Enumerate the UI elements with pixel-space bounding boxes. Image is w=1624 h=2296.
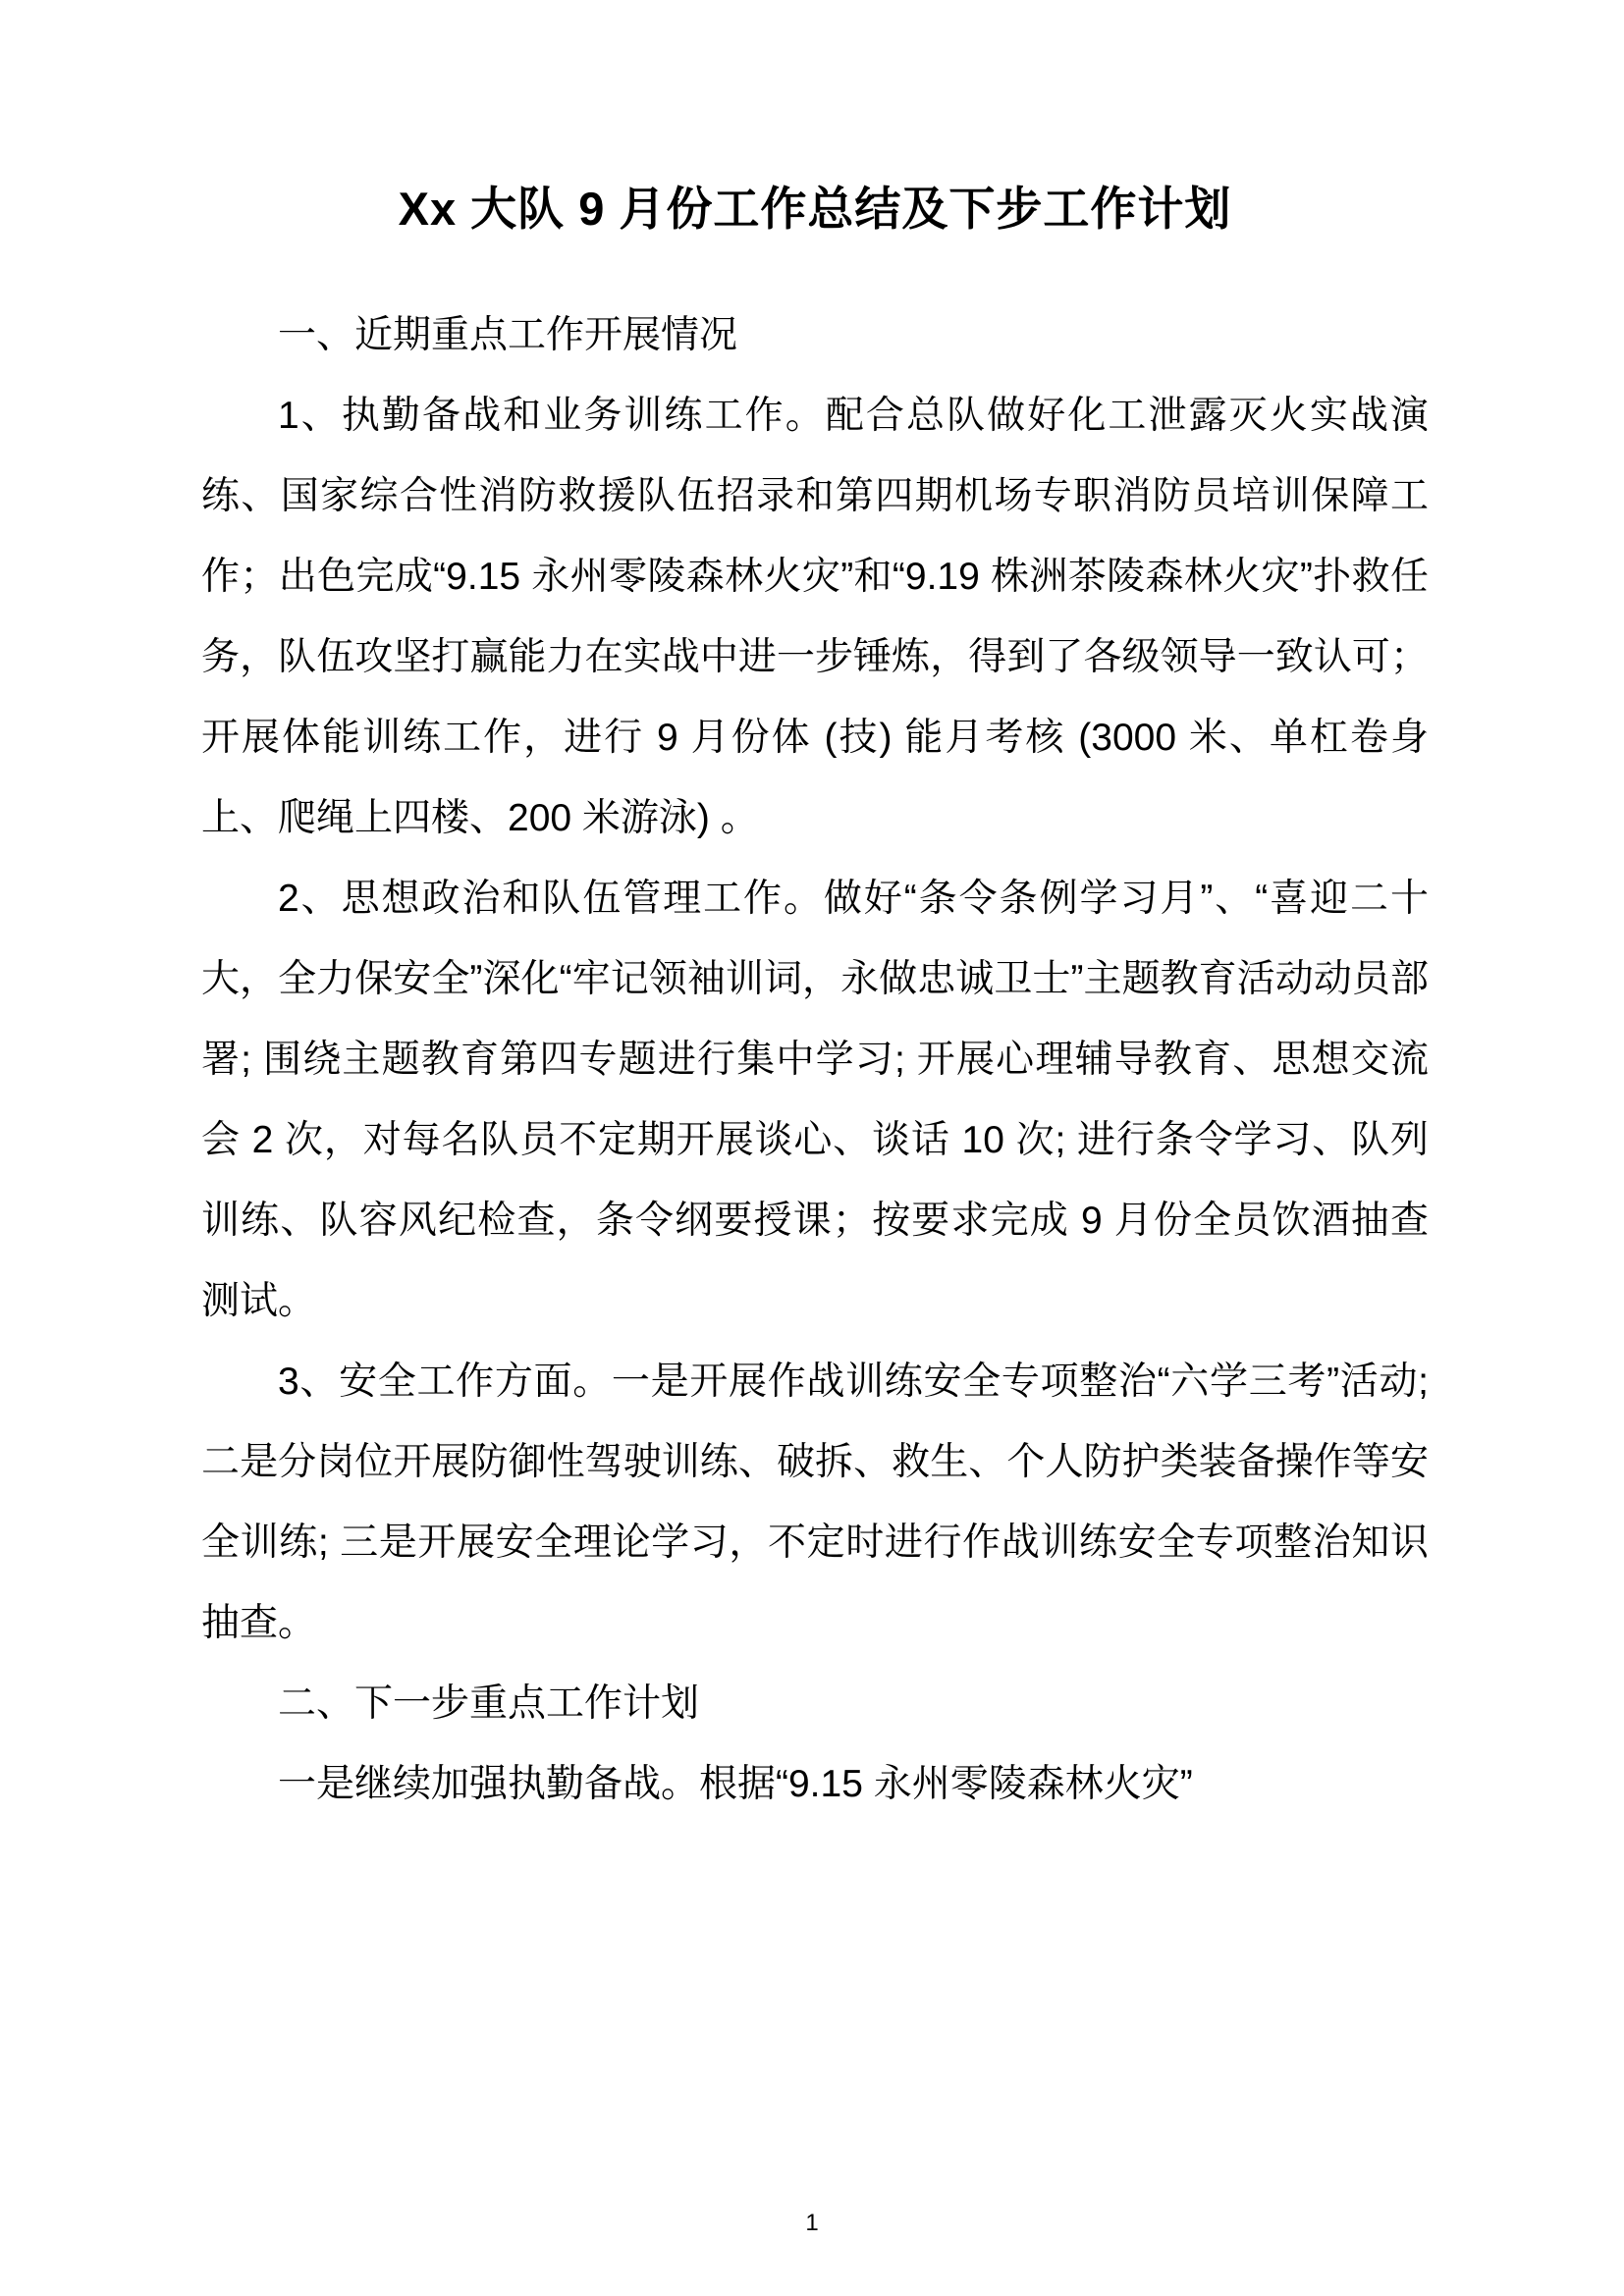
section-heading-two: 二、下一步重点工作计划 [278,1682,700,1726]
section-heading-one: 一、近期重点工作开展情况 [278,314,738,357]
paragraph-next-step-plan: 一是继续加强执勤备战。根据“9.15 永州零陵森林火灾” [278,1763,1193,1806]
paragraph-duty-training: 1、执勤备战和业务训练工作。配合总队做好化工泄露灭火实战演练、国家综合性消防救援队伍招录和第四期机场专职消防员培训保障工作；出色完成“9.15 永州零陵森林火灾”和“9.19 株洲茶陵森林火灾”扑救任务，队伍攻坚打赢能力在实战中进一步锤炼，得到了各级领导一致认可；开展体能训练工作，进行 9 月份体 (技) 能月考核 (3000 米、单杠卷身上、爬绳上四楼、200 米游泳) 。 [201,395,1429,840]
document-body [201,295,1429,1825]
page-title: Xx 大队 9 月份工作总结及下步工作计划 [398,183,1232,235]
paragraph-safety-work: 3、安全工作方面。一是开展作战训练安全专项整治“六学三考”活动; 二是分岗位开展防御性驾驶训练、破拆、救生、个人防护类装备操作等安全训练; 三是开展安全理论学习，不定时进行作战训练安全专项整治知识抽查。 [201,1361,1429,1645]
paragraph-ideology-management: 2、思想政治和队伍管理工作。做好“条令条例学习月”、“喜迎二十大，全力保安全”深化“牢记领袖训词，永做忠诚卫士”主题教育活动动员部署; 围绕主题教育第四专题进行集中学习; 开展心理辅导教育、思想交流会 2 次，对每名队员不定期开展谈心、谈话 10 次; 进行条令学习、队列训练、队容风纪检查，条令纲要授课；按要求完成 9 月份全员饮酒抽查测试。 [201,878,1429,1323]
page-number: 1 [805,2210,819,2236]
page-content-area [201,0,1429,2296]
